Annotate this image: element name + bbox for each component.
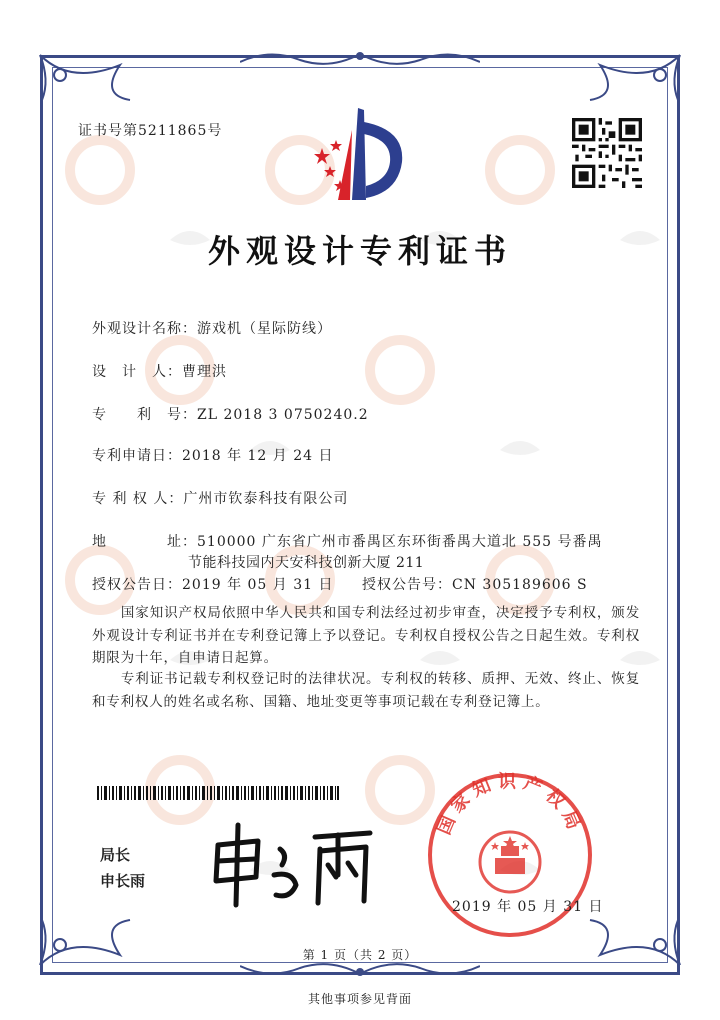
designer-value: 曹理洪 [182,364,227,380]
design-name-row [92,318,332,338]
director-title: 局长 [100,846,131,864]
grant-number-row [362,574,588,594]
cnipa-emblem-icon [300,100,420,210]
page-title: 外观设计专利证书 [207,232,512,270]
footer-note: 其他事项参见背面 [307,992,412,1006]
patentee-label: 专 利 权 人： [92,491,184,507]
corner-ornament-bottom-left [30,915,140,975]
page-number: 第 1 页（共 2 页） [302,948,418,962]
corner-ornament-top-left [30,45,140,105]
patentee-value: 广州市钦泰科技有限公司 [183,491,349,507]
seal-text: 国家知识产权局 [433,771,587,838]
director-name: 申长雨 [100,872,146,890]
grant-date-label: 授权公告日： [92,577,182,593]
filing-date-value: 2018 年 12 月 24 日 [182,448,334,464]
handwritten-signature [210,815,380,910]
certificate-number [78,120,222,140]
design-name-label: 外观设计名称： [92,321,197,337]
certificate-number-label: 证书号第 [78,123,138,139]
patent-number-value: ZL 2018 3 0750240.2 [197,407,369,423]
grant-date-value: 2019 年 05 月 31 日 [182,577,334,593]
barcode [97,786,339,800]
address-line-2: 节能科技园内天安科技创新大厦 211 [188,555,425,571]
filing-date-row [92,445,334,465]
patent-number-label: 专 利 号： [92,407,197,423]
legal-status-paragraph: 专利证书记载专利权登记时的法律状况。专利权的转移、质押、无效、终止、恢复和专利权人的姓名或名称、国籍、地址变更等事项记载在专利登记簿上。 [92,671,640,710]
address-label: 地 址： [92,534,197,550]
corner-ornament-bottom-right [580,915,690,975]
designer-row [92,361,227,381]
patentee-row [92,488,348,508]
qr-code [572,118,642,188]
grant-date-row [92,574,334,594]
filing-date-label: 专利申请日： [92,448,182,464]
corner-ornament-top-right [580,45,690,105]
patent-number-row [92,404,369,424]
address-line-1: 510000 广东省广州市番禺区东环街番禺大道北 555 号番禺 [197,534,603,550]
certificate-number-value: 5211865 [138,123,208,139]
decision-paragraph: 国家知识产权局依照中华人民共和国专利法经过初步审查，决定授予专利权，颁发外观设计专利证书并在专利登记簿上予以登记。专利权自授权公告之日起生效。专利权期限为十年，自申请日起算。 [92,605,640,666]
svg-text:国家知识产权局 [434,770,587,837]
seal-date: 2019 年 05 月 31 日 [452,899,604,915]
top-flourish [240,48,480,70]
grant-number-value: CN 305189606 S [452,577,588,593]
designer-label: 设 计 人： [92,364,182,380]
grant-number-label: 授权公告号： [362,577,452,593]
design-name-value: 游戏机（星际防线） [197,321,332,337]
certificate-number-suffix: 号 [207,123,223,139]
address-row [92,531,603,551]
